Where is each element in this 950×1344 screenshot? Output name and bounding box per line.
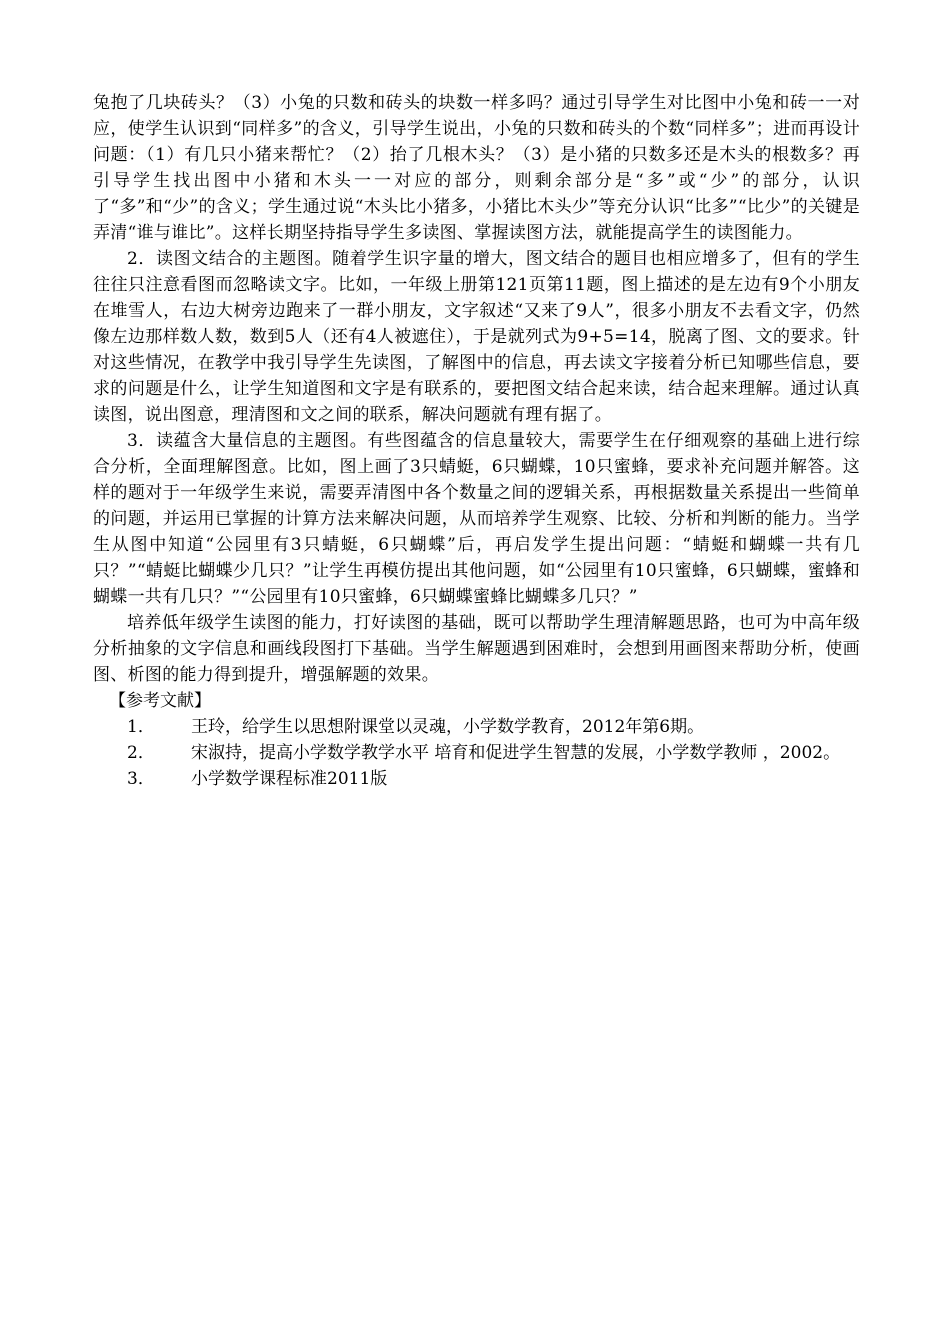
reference-item: [93, 766, 860, 792]
reference-number: 1．: [127, 717, 155, 737]
reference-item: [93, 740, 860, 766]
references-heading: 【参考文献】: [109, 691, 211, 711]
reference-number: 2．: [127, 743, 155, 763]
references-section: [93, 688, 860, 792]
reference-number: 3．: [127, 769, 155, 789]
paragraph-section-2: 2．读图文结合的主题图。随着学生识字量的增大，图文结合的题目也相应增多了，但有的学生往往只注意看图而忽略读文字。比如，一年级上册第121页第11题，图上描述的是左边有9个小朋友在堆雪人，右边大树旁边跑来了一群小朋友，文字叙述“又来了9人”，很多小朋友不去看文字，仍然像左边那样数人数，数到5人（还有4人被遮住），于是就列式为9+5=14，脱离了图、文的要求。针对这些情况，在教学中我引导学生先读图，了解图中的信息，再去读文字接着分析已知哪些信息，要求的问题是什么，让学生知道图和文字是有联系的，要把图文结合起来读，结合起来理解。通过认真读图，说出图意，理清图和文之间的联系，解决问题就有理有据了。: [93, 249, 860, 425]
paragraph-conclusion: 培养低年级学生读图的能力，打好读图的基础，既可以帮助学生理清解题思路，也可为中高年级分析抽象的文字信息和画线段图打下基础。当学生解题遇到困难时，会想到用画图来帮助分析，使画图、析图的能力得到提升，增强解题的效果。: [93, 613, 860, 685]
reference-text: 宋淑持，提高小学数学教学水平 培育和促进学生智慧的发展，小学数学教师 ，2002。: [191, 743, 841, 763]
paragraph-continuation: 兔抱了几块砖头？（3）小兔的只数和砖头的块数一样多吗？通过引导学生对比图中小兔和砖一一对应，使学生认识到“同样多”的含义，引导学生说出，小兔的只数和砖头的个数“同样多”；进而再设计问题：（1）有几只小猪来帮忙？（2）抬了几根木头？（3）是小猪的只数多还是木头的根数多？再引导学生找出图中小猪和木头一一对应的部分，则剩余部分是“多”或“少”的部分，认识了“多”和“少”的含义；学生通过说“木头比小猪多，小猪比木头少”等充分认识“比多”“比少”的关键是弄清“谁与谁比”。这样长期坚持指导学生多读图、掌握读图方法，就能提高学生的读图能力。: [93, 93, 860, 243]
reference-text: 王玲，给学生以思想附课堂以灵魂，小学数学教育，2012年第6期。: [191, 717, 705, 737]
paragraph-section-3: 3．读蕴含大量信息的主题图。有些图蕴含的信息量较大，需要学生在仔细观察的基础上进行综合分析，全面理解图意。比如，图上画了3只蜻蜓，6只蝴蝶，10只蜜蜂，要求补充问题并解答。这样的题对于一年级学生来说，需要弄清图中各个数量之间的逻辑关系，再根据数量关系提出一些简单的问题，并运用已掌握的计算方法来解决问题，从而培养学生观察、比较、分析和判断的能力。当学生从图中知道“公园里有3只蜻蜓，6只蝴蝶”后，再启发学生提出问题：“蜻蜓和蝴蝶一共有几只？”“蜻蜓比蝴蝶少几只？”让学生再模仿提出其他问题，如“公园里有10只蜜蜂，6只蝴蝶，蜜蜂和蝴蝶一共有几只？”“公园里有10只蜜蜂，6只蝴蝶蜜蜂比蝴蝶多几只？”: [93, 431, 860, 607]
reference-item: [93, 714, 860, 740]
reference-text: 小学数学课程标准2011版: [191, 769, 388, 789]
document-page: [93, 90, 860, 792]
